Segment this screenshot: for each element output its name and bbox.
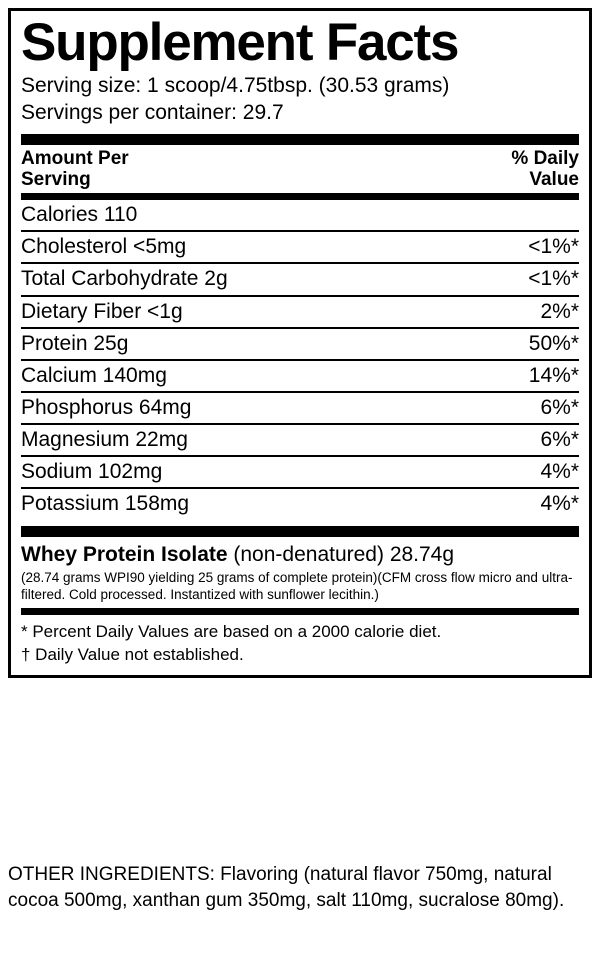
- panel-title: Supplement Facts: [21, 13, 459, 72]
- divider-med-footnotes: [21, 608, 579, 615]
- table-row: [21, 456, 579, 488]
- nutrients-table: [21, 200, 579, 519]
- serving-size-line: Serving size: 1 scoop/4.75tbsp. (30.53 grams): [21, 73, 450, 97]
- nutrient-name: Cholesterol <5mg: [21, 231, 469, 263]
- other-ingredients: OTHER INGREDIENTS: Flavoring (natural flavor 750mg, natural cocoa 500mg, xanthan gum 350mg, salt 110mg, sucralose 80mg).: [8, 864, 565, 911]
- ingredient-blend-name: [21, 537, 579, 567]
- table-row: [21, 424, 579, 456]
- nutrient-daily-value: <1%*: [469, 231, 579, 263]
- footnote-daily-values: * Percent Daily Values are based on a 2000 calorie diet.: [21, 622, 442, 642]
- table-row: [21, 296, 579, 328]
- nutrient-daily-value: 4%*: [469, 456, 579, 488]
- column-headers: [21, 145, 579, 194]
- nutrient-daily-value: [469, 200, 579, 231]
- table-row: [21, 328, 579, 360]
- servings-per-container-line: Servings per container: 29.7: [21, 100, 284, 124]
- nutrient-daily-value: 50%*: [469, 328, 579, 360]
- amount-per-serving-line1: Amount Per: [21, 147, 129, 169]
- table-row: [21, 200, 579, 231]
- table-row: [21, 360, 579, 392]
- supplement-facts-panel: [8, 8, 592, 678]
- footnote-dv-not-established: † Daily Value not established.: [21, 645, 244, 665]
- nutrient-name: Calories 110: [21, 203, 138, 227]
- nutrient-name: Sodium 102mg: [21, 456, 469, 488]
- nutrient-name: Total Carbohydrate 2g: [21, 263, 469, 295]
- daily-value-line1: % Daily: [511, 147, 579, 169]
- nutrient-name: Calcium 140mg: [21, 360, 469, 392]
- blend-name-bold: Whey Protein Isolate: [21, 543, 228, 567]
- footnotes: [21, 615, 579, 667]
- nutrient-daily-value: 6%*: [469, 424, 579, 456]
- divider-thick-top: [21, 134, 579, 145]
- nutrient-name: Protein 25g: [21, 328, 469, 360]
- nutrient-name: Dietary Fiber <1g: [21, 296, 469, 328]
- nutrient-name: Magnesium 22mg: [21, 424, 469, 456]
- amount-per-serving-header: [21, 148, 129, 191]
- nutrient-name: Phosphorus 64mg: [21, 392, 469, 424]
- amount-per-serving-line2: Serving: [21, 168, 91, 190]
- blend-name-light: (non-denatured) 28.74g: [227, 543, 455, 567]
- nutrient-name: Potassium 158mg: [21, 488, 469, 519]
- table-row: [21, 231, 579, 263]
- table-row: [21, 392, 579, 424]
- daily-value-line2: Value: [529, 168, 579, 190]
- daily-value-header: [511, 148, 579, 191]
- divider-med-headers: [21, 193, 579, 200]
- divider-thick-blend: [21, 526, 579, 537]
- nutrient-daily-value: <1%*: [469, 263, 579, 295]
- nutrient-daily-value: 2%*: [469, 296, 579, 328]
- nutrients-table-body: [21, 200, 579, 519]
- nutrient-daily-value: 14%*: [469, 360, 579, 392]
- nutrient-daily-value: 6%*: [469, 392, 579, 424]
- nutrient-daily-value: 4%*: [469, 488, 579, 519]
- table-row: [21, 263, 579, 295]
- table-row: [21, 488, 579, 519]
- ingredient-blend-description: (28.74 grams WPI90 yielding 25 grams of complete protein)(CFM cross flow micro and ultra-filtered. Cold processed. Instantized with sunflower lecithin.): [21, 570, 573, 602]
